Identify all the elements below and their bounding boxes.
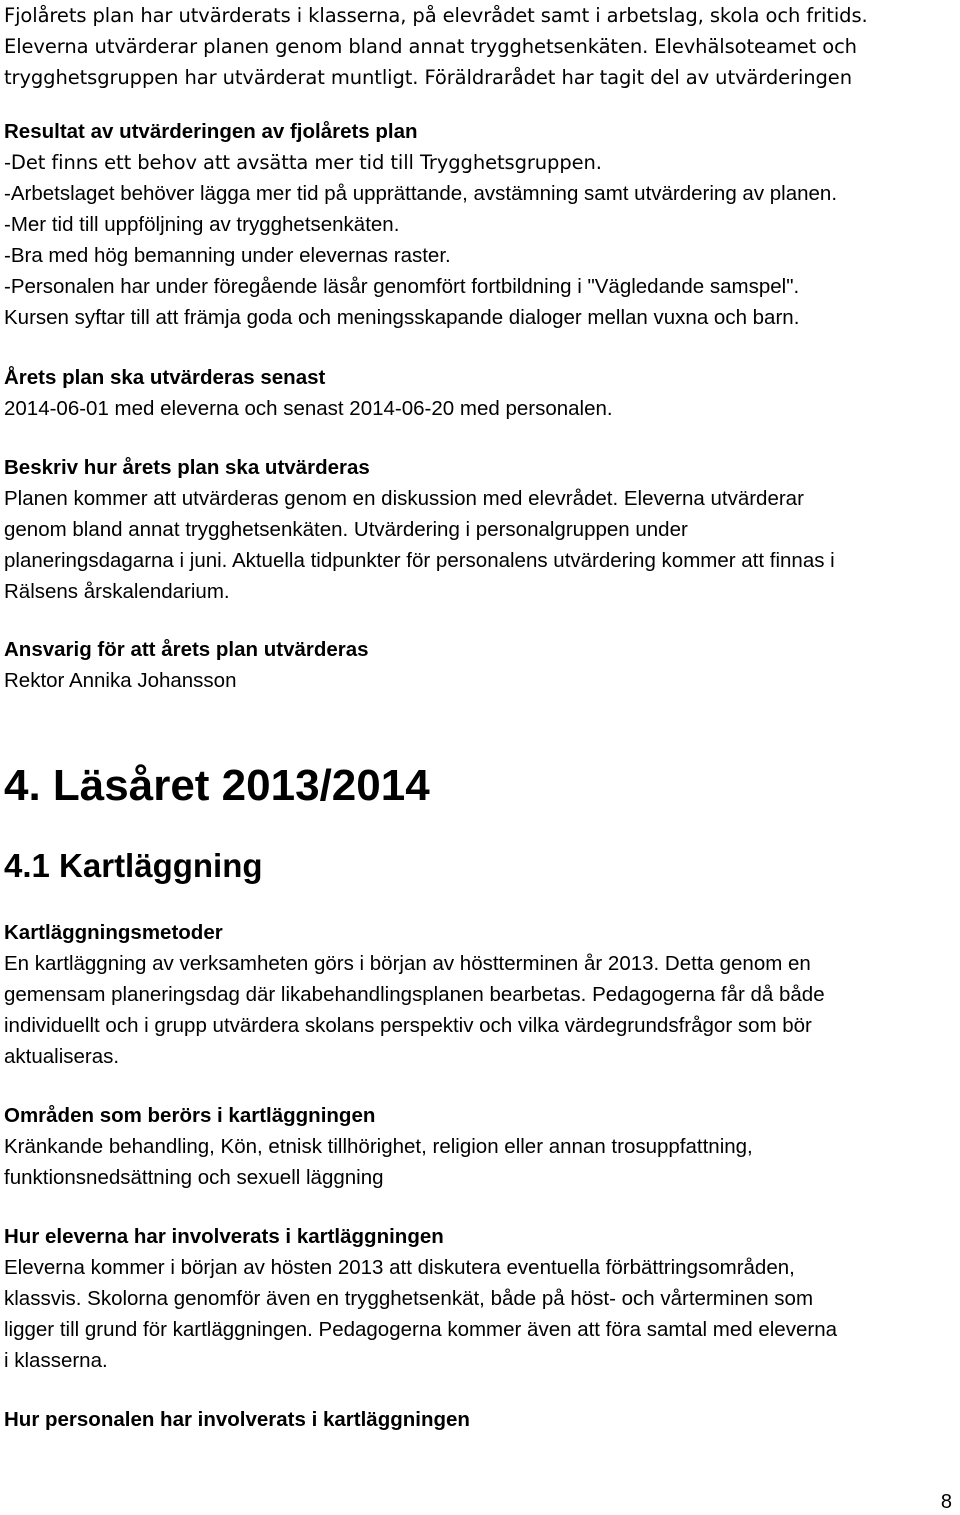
students-involved-line: ligger till grund för kartläggningen. Pedagogerna kommer även att föra samtal med eleverna <box>4 1318 837 1341</box>
result-line: -Personalen har under föregående läsår genomfört fortbildning i "Vägledande samspel". <box>4 275 800 298</box>
method-line: Planen kommer att utvärderas genom en diskussion med elevrådet. Eleverna utvärderar <box>4 487 804 510</box>
areas-paragraph <box>4 1131 753 1193</box>
students-involved-line: Eleverna kommer i början av hösten 2013 att diskutera eventuella förbättringsområden, <box>4 1256 795 1279</box>
section-title: 4.1 Kartläggning <box>4 847 263 884</box>
result-line: -Arbetslaget behöver lägga mer tid på upprättande, avstämning samt utvärdering av planen. <box>4 182 838 205</box>
result-line: -Bra med hög bemanning under elevernas raster. <box>4 244 451 267</box>
mapping-methods-heading: Kartläggningsmetoder <box>4 921 223 944</box>
areas-line: Kränkande behandling, Kön, etnisk tillhörighet, religion eller annan trosuppfattning, <box>4 1135 753 1158</box>
responsible-section <box>4 634 369 696</box>
page-number: 8 <box>940 1491 952 1513</box>
areas-heading: Områden som berörs i kartläggningen <box>4 1104 376 1127</box>
deadline-heading: Årets plan ska utvärderas senast <box>4 366 326 389</box>
areas-line: funktionsnedsättning och sexuell läggning <box>4 1166 384 1189</box>
method-section <box>4 452 835 607</box>
intro-line: Fjolårets plan har utvärderats i klasserna, på elevrådet samt i arbetslag, skola och fritids. <box>4 4 868 27</box>
mapping-methods-line: gemensam planeringsdag där likabehandlingsplanen bearbetas. Pedagogerna får då både <box>4 983 825 1006</box>
mapping-methods-line: aktualiseras. <box>4 1045 120 1068</box>
mapping-methods-line: En kartläggning av verksamheten görs i början av höstterminen år 2013. Detta genom en <box>4 952 811 975</box>
method-paragraph <box>4 483 835 607</box>
result-first-line: -Det finns ett behov att avsätta mer tid till Trygghetsgruppen. <box>4 151 602 174</box>
mapping-methods-paragraph <box>4 948 825 1072</box>
students-involved-line: i klasserna. <box>4 1349 108 1372</box>
deadline-section <box>4 362 613 424</box>
responsible-text: Rektor Annika Johansson <box>4 669 237 692</box>
intro-paragraph <box>4 0 868 93</box>
students-involved-line: klassvis. Skolorna genomför även en trygghetsenkät, både på höst- och vårterminen som <box>4 1287 814 1310</box>
staff-involved-heading: Hur personalen har involverats i kartläggningen <box>4 1408 470 1431</box>
students-involved-heading: Hur eleverna har involverats i kartläggningen <box>4 1225 444 1248</box>
deadline-text: 2014-06-01 med eleverna och senast 2014-06-20 med personalen. <box>4 397 613 420</box>
method-line: planeringsdagarna i juni. Aktuella tidpunkter för personalens utvärdering kommer att finnas i <box>4 549 835 572</box>
areas-section <box>4 1100 753 1193</box>
students-involved-paragraph <box>4 1252 837 1376</box>
result-section <box>4 116 837 333</box>
result-list <box>4 178 837 333</box>
method-line: genom bland annat trygghetsenkäten. Utvärdering i personalgruppen under <box>4 518 688 541</box>
intro-line: trygghetsgruppen har utvärderat muntligt. Föräldrarådet har tagit del av utvärderingen <box>4 66 852 89</box>
responsible-heading: Ansvarig för att årets plan utvärderas <box>4 638 369 661</box>
students-involved-section <box>4 1221 837 1376</box>
result-line: -Mer tid till uppföljning av trygghetsenkäten. <box>4 213 400 236</box>
result-line: Kursen syftar till att främja goda och meningsskapande dialoger mellan vuxna och barn. <box>4 306 800 329</box>
method-heading: Beskriv hur årets plan ska utvärderas <box>4 456 370 479</box>
chapter-title: 4. Läsåret 2013/2014 <box>4 761 430 810</box>
method-line: Rälsens årskalendarium. <box>4 580 230 603</box>
intro-line: Eleverna utvärderar planen genom bland annat trygghetsenkäten. Elevhälsoteamet och <box>4 35 857 58</box>
mapping-methods-section <box>4 917 825 1072</box>
mapping-methods-line: individuellt och i grupp utvärdera skolans perspektiv och vilka värdegrundsfrågor som bör <box>4 1014 812 1037</box>
result-heading: Resultat av utvärderingen av fjolårets plan <box>4 120 418 143</box>
